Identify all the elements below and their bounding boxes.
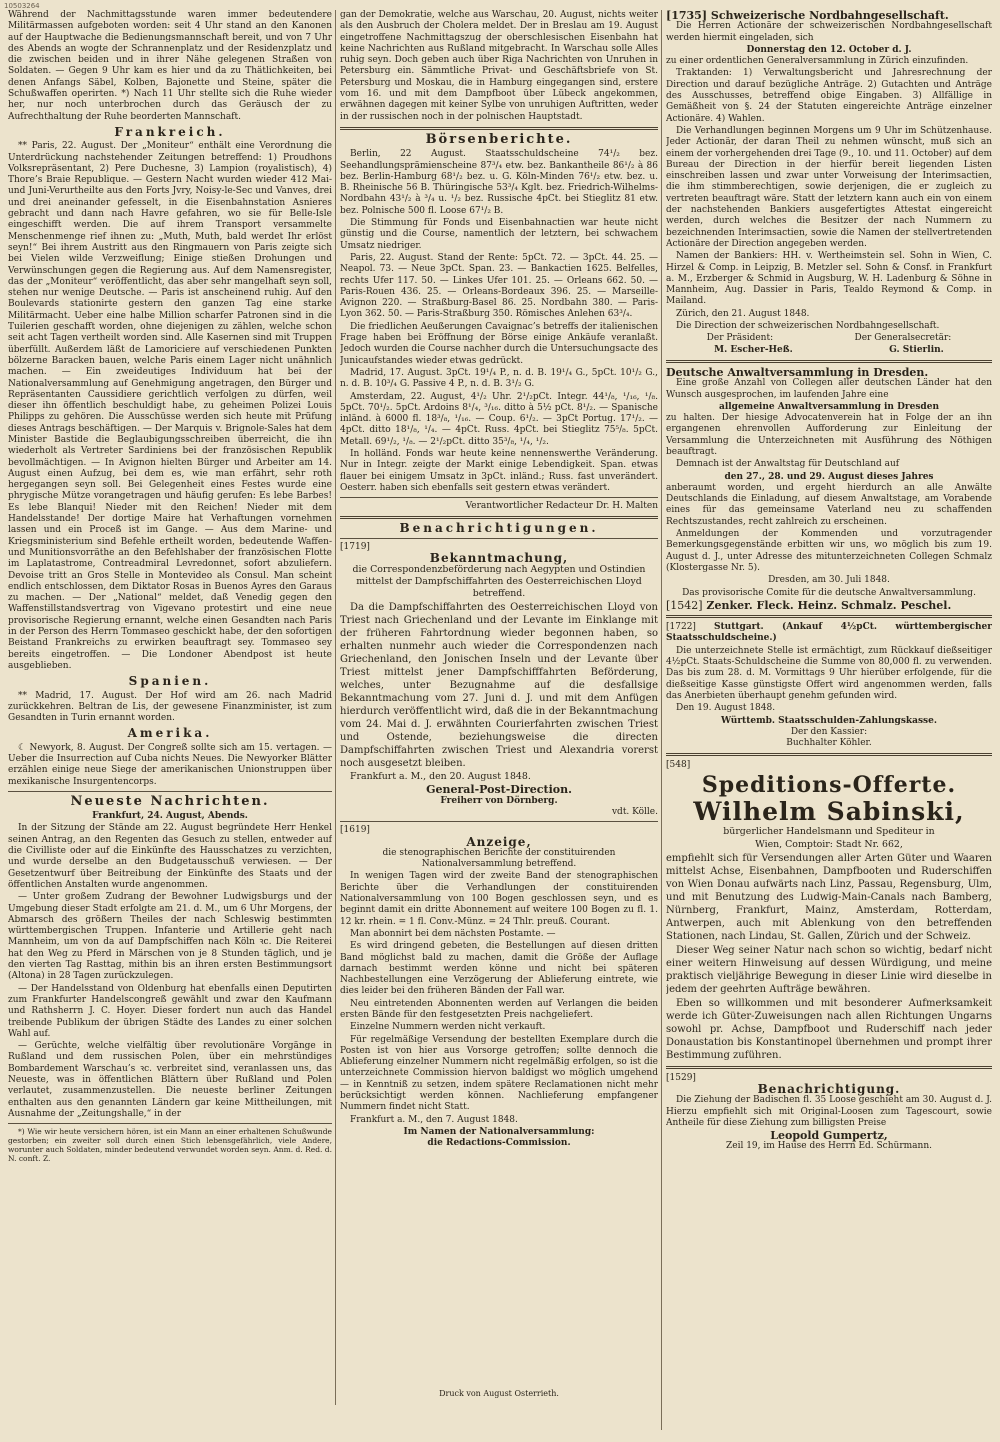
ad-date: Dresden, am 30. Juli 1848. [768, 575, 890, 586]
paragraph-newyork: ☾ Newyork, 8. August. Der Congreß sollte sich am 15. vertagen. — Ueber die Insurrection auf Cuba nichts Neues. Die Newyorker Blätter erzählen einige neue Siege der amerikanischen Unionstruppen über mexikanische Insurgentencorps. [8, 742, 332, 787]
ad-number: [1542] [666, 598, 703, 612]
divider [666, 615, 992, 618]
ad-signature-vdt: vdt. Kölle. [611, 806, 658, 817]
ad-number: [548] [666, 760, 691, 771]
ad-body: Da die Dampfschiffahrten des Oesterreichischen Lloyd von Triest nach Griechenland und der Levante im Einklange mit der früheren Fahrtordnung wieder begonnen haben, so erhalten nunmehr auch wieder die Correspondenzen nach Griechenland, den Jonischen Inseln und der Levante über Triest mittelst jener Dampfschifffahrten Beförderung, welches, unter Bezugnahme auf die desfallsige Bekanntmachung vom 27. Juni d. J. und mit dem Anfügen hierdurch veröffentlicht wird, daß die in der Bekanntmachung vom 24. Mai d. J. erwähnten Courierfahrten zwischen Triest und Ostende, beziehungsweise die directen Dampfschiffahrten zwischen Triest und Alexandria vorerst noch ausgesetzt bleiben. [340, 602, 658, 770]
ad-subtitle: Wien, Comptoir: Stadt Nr. 662, [755, 838, 903, 850]
ad-signature-name: Freiherr von Dörnberg. [440, 795, 558, 806]
ad-1719 [340, 542, 658, 818]
ad-body: In wenigen Tagen wird der zweite Band der stenographischen Berichte über die Verhandlungen der constituirenden Nationalversammlung von 100 Bogen geschlossen seyn, und es beginnt damit ein dritte Abonnement auf weitere 100 Bogen zu fl. 1. 12 kr. rhein. = 1 fl. Conv.-Münz. = 24 Thlr. preuß. Courant. [340, 871, 658, 927]
paragraph-ff2: — Unter großem Zudrang der Bewohner Ludwigsburgs und der Umgebung dieser Stadt erfolgte am 21. d. M., um 6 Uhr Morgens, der Abmarsch des größern Theiles der nach Schleswig bestimmten württembergischen Truppen. Infanterie und Artillerie geht nach Mannheim, um von da auf Dampfschiffen nach Köln ꝛc. Die Reiterei hat den Weg zu Pferd in Märschen von je 8 Stunden täglich, und je den vierten Tag Rasttag, mithin bis an ihren ersten Bestimmungsort (Altona) in 28 Tagen zurückzulegen. [8, 892, 332, 982]
ad-subtitle: die stenographischen Berichte der constituirenden Nationalversammlung betreffend. [382, 847, 616, 870]
ad-number: [1619] [340, 825, 370, 836]
ad-subtitle: bürgerlicher Handelsmann und Spediteur in [723, 825, 935, 837]
ad-number: [1529] [666, 1072, 696, 1083]
ad-body: Die unterzeichnete Stelle ist ermächtigt, zum Rückkauf dießseitiger 4½pCt. Staats-Schuldscheine die Summe von 80,000 fl. zu verwenden. Das bis zum 28. d. M. Vormittags 9 Uhr hierüber erfolgende, für die dießseitige Kasse günstigste Offert wird angenommen werden, falls das Anerbieten überhaupt genehm gefunden wird. [666, 645, 992, 701]
ad-body: Namen der Bankiers: HH. v. Wertheimstein sel. Sohn in Wien, C. Hirzel & Comp. in Leipzig, B. Metzler sel. Sohn & Consf. in Frankfurt a. M., Erzberger & Schmid in Augsburg, W. H. Ladenburg & Söhne in Mannheim, Aug. Dassier in Paris, Tealdo Reymond & Comp. in Mailand. [666, 251, 992, 307]
ad-body: Es wird dringend gebeten, die Bestellungen auf diesen dritten Band möglichst bald zu machen, damit die Größe der Auflage darnach bestimmt werden könne und nicht bei späteren Nachbestellungen eine Verzögerung der Ablieferung eintrete, wie dies leider bei den früheren Bänden der Fall war. [340, 941, 658, 997]
ad-signature: Im Namen der Nationalversammlung: [403, 1126, 595, 1137]
ad-body: zu einer ordentlichen Generalversammlung in Zürich einzufinden. [666, 56, 969, 67]
footnote: *) Wie wir heute versichern hören, ist ein Mann an einer erhaltenen Schußwunde gestorben; ein zweiter soll durch einen Stich lebensgefährlich, viele Andere, worunter auch Soldaten, minder bedeutend verwundet worden seyn. Anm. d. Red. d. N. conft. Z. [8, 1127, 332, 1164]
ad-1735 [666, 10, 992, 356]
ad-signature: Leopold Gumpertz, [770, 1129, 888, 1143]
ad-signature: die Redactions-Commission. [427, 1138, 571, 1149]
ad-title: Speditions-Offerte. [701, 771, 957, 798]
divider [8, 1123, 332, 1124]
ad-number: [1735] [666, 10, 708, 22]
divider [666, 1066, 992, 1069]
ad-number: [1722] [666, 622, 696, 633]
ad-title [666, 10, 992, 21]
paragraph-ff4: — Gerüchte, welche vielfältig über revolutionäre Vorgänge in Rußland und dem russischen Polen, über ein mehrstündiges Bombardement Warschau’s ꝛc. verbreitet sind, veranlassen uns, das Neueste, was in öffentlichen Blättern über Rußland und Polen verlautet, zusammenzustellen. Die neueste berliner Zeitungen enthalten aus den genannten Ländern gar keine Mittheilungen, mit Ausnahme der „Zeitungshalle,“ in der [8, 1041, 332, 1119]
paragraph-berlin: Berlin, 22 August. Staatsschuldscheine 74¹/₂ bez. Seehandlungsprämienscheine 87³/₄ etw. bez. Bankantheile 86¹/₂ à 86 bez. Berlin-Hamburg 68¹/₂ bez. u. G. Köln-Minden 76¹/₂ etw. bez. u. B. Rheinische 56 B. Thüringische 53³/₄ Kglt. bez. Friedrich-Wilhelms-Nordbahn 43¹/₂ à ³/₄ u. ¹/₂ bez. Russische 4pCt. bei Stieglitz 81 etw. bez. Polnische 500 fl. Loose 67¹/₂ B. [340, 149, 658, 216]
ad-body: Neu eintretenden Abonnenten werden auf Verlangen die beiden ersten Bände für den festgesetzten Preis nachgeliefert. [340, 998, 658, 1020]
divider [666, 753, 992, 756]
ad-header [666, 622, 992, 645]
section-heading-boerse: Börsenberichte. [425, 131, 573, 147]
divider [340, 538, 658, 539]
ad-1619 [340, 825, 658, 1149]
ad-body: Demnach ist der Anwaltstag für Deutschland auf [676, 459, 900, 470]
paragraph-intro: Während der Nachmittagsstunde waren immer bedeutendere Militärmassen aufgeboten worden: seit 4 Uhr stand an den Kanonen auf der Hauptwache die Bedienungsmannschaft bereit, und von 7 Uhr des Abends an wogte der Schrannenplatz und der Residenzplatz und die zwischen beiden und in ihrer Nähe gelegenen Straßen von Soldaten. — Gegen 9 Uhr kam es hier und da zu Thätlichkeiten, bei denen Anfangs Säbel, Kolben, Bajonette und Steine, später die Schußwaffen operirten. *) Nach 11 Uhr stellte sich die Ruhe wieder her, nur noch unterbrochen durch das Geräusch der zu Aufrechthaltung der Ruhe beorderten Mannschaft. [8, 10, 332, 122]
page-id: 10503264 [4, 2, 40, 10]
ad-body: Traktanden: 1) Verwaltungsbericht und Jahresrechnung der Direction und darauf bezügliche Anträge. 2) Gutachten und Anträge des Ausschusses, betreffend obige Eingaben. 3) Allfällige in Gemäßheit von §. 24 der Statuten eingereichte Anträge einzelner Actionäre. 4) Wahlen. [666, 68, 992, 124]
paragraph-madrid-rates: Madrid, 17. August. 3pCt. 19¹/₄ P., n. d. B. 19¹/₄ G., 5pCt. 10¹/₂ G., n. d. B. 10³/₄ G. Passive 4 P., n. d. B. 3¹/₂ G. [340, 367, 658, 390]
ad-body: Zürich, den 21. August 1848. [676, 308, 810, 319]
divider [340, 127, 658, 130]
ad-date: Frankfurt a. M., den 7. August 1848. [350, 1114, 518, 1125]
ad-body: Die Ziehung der Badischen fl. 35 Loose geschieht am 30. August d. J. Hierzu empfiehlt sich mit Original-Loosen zum Tagescourt, sowie Antheile für diese Ziehung zum billigsten Preise [666, 1095, 992, 1128]
ad-body: anberaumt worden, und ergeht hierdurch an alle Anwälte Deutschlands die Einladung, auf diesem Anwaltstage, am Vorabende eines für das gemeinsame Vaterland neu zu schaffenden Rechtszustandes, recht zahlreich zu erscheinen. [666, 482, 992, 527]
paragraph-amsterdam-note: In holländ. Fonds war heute keine nennenswerthe Veränderung. Nur in Integr. zeigte der Markt einige Lebendigkeit. Span. etwas flauer bei einigem Umsatz in 3pCt. inländ.; Russ. fast unverändert. Oesterr. haben sich ebenfalls seit gestern etwas verändert. [340, 448, 658, 493]
divider [8, 791, 332, 792]
section-heading-neueste: Neueste Nachrichten. [70, 793, 270, 809]
ad-body: Man abonnirt bei dem nächsten Postamte. — [350, 928, 556, 939]
signature-names: Zenker. Fleck. Heinz. Schmalz. Peschel. [706, 598, 952, 612]
dateline: Frankfurt, 24. August, Abends. [92, 811, 248, 822]
ad-548 [666, 760, 992, 1061]
paragraph-continued: gan der Demokratie, welche aus Warschau, 20. August, nichts weiter als den Ausbruch der Cholera meldet. Der in Breslau am 19. August eingetroffene Nachmittagszug der oberschlesischen Eisenbahn hat keine Nachrichten aus Rußland mitgebracht. In Warschau solle Alles ruhig seyn. Doch geben auch über Riga Nachrichten von Unruhen in Petersburg ein. Sämmtliche Privat- und Geschäftsbriefe von St. Petersburg und Moskau, die in Hamburg eingegangen sind, erstere vom 16. und mit dem Dampfboot über Lübeck angekommen, erwähnen dagegen mit keiner Sylbe von unruhigen Auftritten, weder in der russischen noch in der polnischen Hauptstadt. [340, 10, 658, 122]
ad-title: Deutsche Anwaltversammlung in Dresden. [666, 365, 929, 379]
ad-name: Wilhelm Sabinski, [693, 796, 965, 826]
paragraph-amsterdam-rates: Amsterdam, 22. August, 4¹/₂ Uhr. 2¹/₂pCt. Integr. 44¹/₈, ¹/₁₆, ¹/₈. 5pCt. 70¹/₂. 5pCt. Ardoins 8¹/₄, ³/₁₆. ditto à 5½ pCt. 8¹/₂. — Spanische inländ. à 6000 fl. 18³/₈, ¹/₁₆. — Coup. 6¹/₂. — 3pCt Portug. 17¹/₂. — 4pCt. ditto 18¹/₈, ¹/₄. — 4pCt. Russ. 4pCt. bei Stieglitz 75⁵/₈. 5pCt. Metall. 69¹/₂, ¹/₈. — 2¹/₂pCt. ditto 35³/₈, ¹/₄, ¹/₂. [340, 391, 658, 447]
ad-1722 [666, 622, 992, 749]
paragraph-madrid: ** Madrid, 17. August. Der Hof wird am 26. nach Madrid zurückkehren. Beltran de Lis, der gewesene Finanzminister, ist zum Gesandten in Turin ernannt worden. [8, 690, 332, 724]
ad-subtitle: die Correspondenzbeförderung nach Aegypten und Ostindien mittelst der Dampfschiffahrten des Oesterreichischen Lloyd betreffend. [352, 564, 646, 600]
ad-title-text: Schweizerische Nordbahngesellschaft. [710, 10, 949, 22]
ad-address: Zeil 19, im Hause des Herrn Ed. Schürmann. [726, 1141, 932, 1152]
ad-title: Anzeige, [466, 834, 532, 849]
ad-body: Für regelmäßige Versendung der bestellten Exemplare durch die Posten ist von hier aus Vorsorge getroffen; sollte dennoch die Ablieferung einzelner Nummern nicht regelmäßig erfolgen, so ist die unterzeichnete Commission hiervon baldigst wo möglich umgehend — in Kenntniß zu setzen, indem spätere Reclamationen nicht mehr berücksichtigt werden können. Nachlieferung empfangener Nummern findet nicht Statt. [340, 1034, 658, 1113]
signature-label: Der Generalsecretär: [854, 333, 952, 344]
ad-highlight: allgemeine Anwaltversammlung in Dresden [718, 401, 939, 412]
signature-label: Der Präsident: [706, 333, 774, 344]
ad-1529 [666, 1073, 992, 1153]
ad-highlight: den 27., 28. und 29. August dieses Jahres [724, 471, 934, 482]
section-heading-spanien: Spanien. [128, 674, 212, 689]
ad-signature: Das provisorische Comite für die deutsche Anwaltversammlung. [682, 587, 976, 598]
signature-name: G. Stierlin. [889, 344, 944, 355]
section-heading-amerika: Amerika. [127, 726, 213, 741]
divider [340, 516, 658, 519]
ad-date: Den 19. August 1848. [676, 703, 776, 714]
ad-signature: Buchhalter Köhler. [786, 738, 872, 749]
column-left [8, 10, 332, 1405]
paragraph-paris-rates: Paris, 22. August. Stand der Rente: 5pCt. 72. — 3pCt. 44. 25. — Neapol. 73. — Neue 3pCt. Span. 23. — Bankactien 1625. Belfelles, rechts Ufer 117. 50. — Linkes Ufer 101. 25. — Orleans 662. 50. — Paris-Rouen 436. 25. — Orleans-Bordeaux 396. 25. — Marseille-Avignon 220. — Straßburg-Basel 86. 25. Nordbahn 380. — Paris-Lyon 362. 50. — Paris-Straßburg 350. Römisches Anlehen 63³/₄. [340, 252, 658, 320]
ad-1542-signatures [666, 600, 992, 611]
column-right [666, 10, 992, 1430]
column-middle [340, 10, 658, 1382]
ad-signature-labels [666, 333, 992, 344]
ad-date: Frankfurt a. M., den 20. August 1848. [350, 771, 531, 783]
ad-signature: Württemb. Staatsschulden-Zahlungskasse. [721, 715, 937, 726]
ad-body: Dieser Weg seiner Natur nach schon so wichtig, bedarf nicht einer weitern Hinweisung auf dessen Würdigung, und meine praktisch vieljährige Bewegung in dieser Linie wird dieselbe in jedem der geehrten Aufträge bewähren. [666, 944, 992, 995]
divider [666, 360, 992, 363]
printer-line: Druck von August Osterrieth. [439, 1389, 559, 1398]
ad-anwaltversammlung [666, 367, 992, 611]
ad-body: zu halten. Der hiesige Advocatenverein hat in Folge der an ihn ergangenen ehrenvollen Aufforderung zur Einleitung der Versammlung die Unterzeichneten mit Ausführung des Nöthigen beauftragt. [666, 413, 992, 457]
ad-body: Anmeldungen der Kommenden und vorzutragender Bemerkungsgegenstände erbitten wir uns, wo möglich bis zum 19. August d. J., unter Adresse des mitunterzeichneten Collegen Schmalz (Klostergasse Nr. 5). [666, 529, 992, 573]
column-rule-2 [661, 10, 662, 1430]
ad-body: Eine große Anzahl von Collegen aller deutschen Länder hat den Wunsch ausgesprochen, im laufenden Jahre eine [666, 378, 992, 400]
ad-body: empfiehlt sich für Versendungen aller Arten Güter und Waaren mittelst Achse, Eisenbahnen, Dampfbooten und Ruderschiffen von Wien Donau aufwärts nach Linz, Passau, Regensburg, Ulm, und mit Benutzung des Ludwig-Main-Canals nach Bamberg, Nürnberg, Frankfurt, Mainz, Amsterdam, Rotterdam, Antwerpen, auch mit Ablenkung von den betreffenden Stationen, nach Lindau, St. Gallen, Zürich und der Schweiz. [666, 852, 992, 942]
divider [340, 497, 658, 498]
ad-body: Eben so willkommen und mit besonderer Aufmerksamkeit werde ich Güter-Zuweisungen nach allen Richtungen Ungarns sowohl pr. Achse, Dampfboot und Ruderschiff nach jeder Donaustation bis Konstantinopel übernehmen und prompt ihrer Bestimmung zuführen. [666, 997, 992, 1061]
paragraph-berlin-note: Die Stimmung für Fonds und Eisenbahnactien war heute nicht günstig und die Course, namentlich der letztern, bei schwachem Umsatz niedriger. [340, 218, 658, 251]
ad-title: Benachrichtigung. [757, 1082, 901, 1096]
ad-title: Bekanntmachung, [429, 551, 569, 566]
ad-number: [1719] [340, 541, 370, 552]
paragraph-ff3: — Der Handelsstand von Oldenburg hat ebenfalls einen Deputirten zum Frankfurter Handelscongreß gewählt und zwar den Kaufmann und Rathsherrn J. C. Hoyer. Dieser fordert nun auch das Handel treibende Publikum der übrigen Städte des Landes zu einer solchen Wahl auf. [8, 983, 332, 1039]
paragraph-paris: ** Paris, 22. August. Der „Moniteur“ enthält eine Verordnung die Unterdrückung nachstehender Zeitungen betreffend: 1) Proudhons Volksrepräsentant, 2) Pere Duchesne, 3) Lampion (royalistisch), 4) Thore’s Braie Republique. — Gestern Nacht wurden wieder 412 Mai- und Juni-Verurtheilte aus den Forts Jvry, Noisy-le-Sec und Vanves, drei und drei aneinander gefesselt, in die Eisenbahnstation Asnieres gebracht und dann nach Havre gefahren, wo sie für Belle-Isle eingeschifft werden. Die auf ihrem Transport versammelte Menschenmenge rief ihnen zu: „Muth, Muth, bald werdet Ihr erlöst seyn!“ Bei ihrem Austritt aus den Ringmauern von Paris zeigte sich bei Vielen wilde Verzweiflung; Einige stießen Drohungen und Verwünschungen gegen die Regierung aus. Auf dem Namensregister, das der „Moniteur“ veröffentlicht, das aber sehr mangelhaft seyn soll, stehen nur wenige Deutsche. — Paris ist anscheinend ruhig. Auf den Boulevards stationirte gestern den ganzen Tag eine starke Militärmacht. Ueber eine halbe Million scharfer Patronen sind in die Tuilerien geschafft worden, ohne diejenigen zu zählen, welche schon seit acht Tagen vertheilt worden sind. Alle Kasernen sind mit Truppen überfüllt. Außerdem läßt de Lamoriciere auf verschiedenen Punkten bölzerne Baracken bauen, welche Paris einem Lager nicht unähnlich machen. — Ein zweideutiges Individuum hat bei der Nationalversammlung auf Genehmigung angetragen, den Bürger und Repräsentanten Caussidiere gerichtlich verfolgen zu dürfen, weil dieser ihn öffentlich beschuldigt habe, zu geheimen Polizei Louis Philipps zu gehören. Die Ausschüsse werden sich heute mit Prüfung dieses Antrags beschäftigen. — Der Marquis v. Brignole-Sales hat dem Minister Bastide die Beglaubigungsschreiben überreicht, die ihn wiederholt als Vertreter Sardiniens bei der französischen Republik bevollmächtigen. — In Avignon hielten Bürger und Arbeiter am 14. August einen Aufzug, bei dem es, wie man erfährt, sehr roth hergegangen seyn soll. Bei Gelegenheit eines Festes wurde eine phrygische Mütze vorangetragen und häufig gerufen: Es lebe Barbes! Es lebe Blanqui! Nieder mit den Reichen! Nieder mit dem Handelsstande! Der dortige Maire hat Verhaftungen vornehmen lassen und ein Proceß ist im Gange. — Aus dem Marine- und Kriegsministerium sind Befehle ertheilt worden, bedeutende Waffen- und Munitionsvorräthe an den Befehlshaber der französischen Flotte im Laplatastrome, Contreadmiral Levredonnet, sofort abzuliefern. Devoise tritt an Gros Stelle in Montevideo als Consul. Man scheint endlich entschlossen, dem Diktator Rosas in Buenos Ayres den Garaus zu machen. — Der „National“ meldet, daß Venedig gegen den Waffenstillstandsvertrag von Vigevano protestirt und eine neue provisorische Regierung ernannt, welche einen Gesandten nach Paris in der Person des Herrn Tommaseo geschickt habe, der den sofortigen Beistand Frankreichs zu erwirken beauftragt sey. Tommaseo sey bereits eingetroffen. — Die Londoner Abendpost ist heute ausgeblieben. [8, 141, 332, 671]
paragraph-ff1: In der Sitzung der Stände am 22. August begründete Herr Henkel seinen Antrag, an den Regenten das Gesuch zu stellen, entweder auf die Civilliste oder auf die Einkünfte des Hausschatzes zu verzichten, und wurde derselbe an den Budgetausschuß verwiesen. — Der Gesetzentwurf über Beitreibung der Einkünfte des Staats und der öffentlichen Anstalten wurde angenommen. [8, 823, 332, 890]
ad-signature: Der den Kassier: [790, 726, 868, 737]
ad-signature: General-Post-Direction. [426, 783, 572, 797]
ad-body: Die Direction der schweizerischen Nordbahngesellschaft. [676, 321, 940, 332]
ad-title: Stuttgart. (Ankauf 4½pCt. württembergischer Staatsschuldscheine.) [666, 622, 992, 644]
ad-date-highlight: Donnerstag den 12. October d. J. [746, 44, 912, 55]
ad-body: Einzelne Nummern werden nicht verkauft. [350, 1022, 546, 1033]
ad-body: Die Herren Actionäre der schweizerischen Nordbahngesellschaft werden hiermit eingeladen, sich [666, 21, 992, 43]
section-heading-frankreich: Frankreich. [114, 124, 226, 139]
paragraph-paris-note: Die friedlichen Aeußerungen Cavaignac’s betreffs der italienischen Frage haben bei Eröffnung der Börse einige Ankäufe veranlaßt. Jedoch wurden die Course nachher durch die Untersuchungsacte des Junicaufstandes wieder etwas gedrückt. [340, 321, 658, 366]
ad-body: Die Verhandlungen beginnen Morgens um 9 Uhr im Schützenhause. Jeder Actionär, der daran Theil zu nehmen wünscht, muß sich an einem der vorhergehenden drei Tage (9., 10. und 11. October) auf dem Bureau der Direction in der hierfür bereit liegenden Listen einschreiben lassen und zwar unter Vorweisung der Interimsactien, die ihm stimmberechtigen, sowie derjenigen, die er zugleich zu vertreten beauftragt wäre. Statt der letztern kann auch ein von einem der nachstehenden Bankiers ausgefertigtes Attestat eingereicht werden, durch welches die Besitzer der nach Nummern zu bezeichnenden Interimsactien, sowie die Namen der stellvertretenden Actionäre der Direction angegeben werden. [666, 125, 992, 249]
divider [340, 821, 658, 822]
ad-signature-names [666, 345, 992, 356]
editor-line: Verantwortlicher Redacteur Dr. H. Malten [465, 501, 658, 512]
signature-name: M. Escher-Heß. [714, 344, 793, 355]
column-rule-1 [335, 10, 336, 1405]
section-heading-benachrichtigungen: Benachrichtigungen. [399, 521, 599, 536]
